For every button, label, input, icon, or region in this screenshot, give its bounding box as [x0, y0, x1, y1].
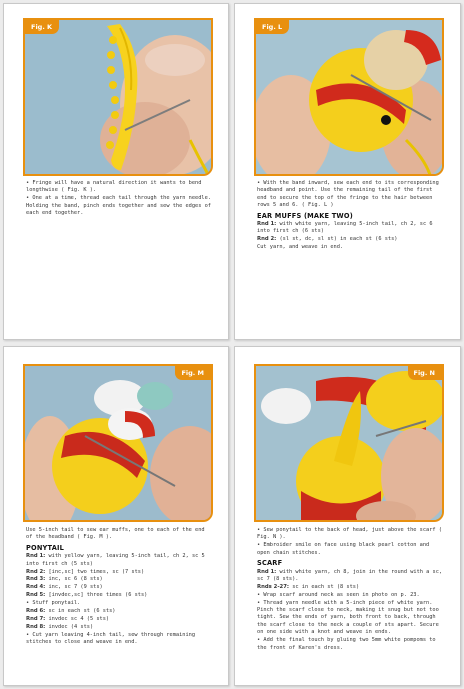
round-text: invdec sc 4 (5 sts)	[45, 615, 110, 622]
round-row	[26, 584, 212, 591]
fig-n-outro-2: • Thread yarn needle with a 5-inch piece of white yarn. Pinch the scarf close to neck, making it snug but not too tight. Sew the ends of yarn, both front to back, through the scarf close to the neck a couple of sts apart. Secure on one side with a knot and weave in ends.	[257, 599, 439, 636]
round-row	[26, 553, 212, 568]
round-text: with yellow yarn, leaving 5-inch tail, ch 2, sc 5 into first ch (5 sts)	[26, 553, 205, 567]
fig-l-outro: Cut yarn, and weave in end.	[257, 244, 344, 251]
round-label: Rnd 6:	[26, 608, 46, 615]
round-label: Rnd 1:	[257, 221, 277, 228]
fig-n-photo	[254, 364, 444, 522]
round-row	[257, 236, 443, 243]
round-label: Rnd 3:	[26, 576, 46, 583]
round-row	[26, 592, 212, 599]
fig-k-line-2: • One at a time, thread each tail through the yarn needle. Holding the band, pinch ends together and sew the edges of each end together.	[26, 195, 211, 217]
round-label: Rnd 2:	[257, 236, 277, 243]
fig-l-illustration	[256, 20, 444, 176]
fig-n-outro-3: • Add the final touch by gluing two 5mm white pompoms to the front of Karen's dress.	[257, 637, 436, 651]
fig-l-label: Fig. L	[256, 20, 289, 34]
round-row	[26, 600, 212, 607]
fig-m-intro: Use 5-inch tail to sew ear muffs, one to each of the end of the headband ( Fig. M ).	[26, 527, 205, 541]
fig-n-illustration	[256, 366, 444, 522]
fig-k-illustration	[25, 20, 213, 176]
fig-m-label: Fig. M	[175, 366, 211, 380]
fig-l-intro: • With the band inward, sew each end to its corresponding headband and point. Use the remaining tail of the first end to secure the top of the fringe to the hair between rows 5 and 6. ( Fig. L )	[257, 180, 439, 209]
round-label: Rnd 1:	[257, 568, 277, 575]
fig-m-illustration	[25, 366, 213, 522]
round-text: with white yarn, leaving 5-inch tail, ch 2, sc 6 into first ch (6 sts)	[257, 221, 433, 235]
pattern-page-fig-n	[234, 346, 461, 686]
round-row	[257, 584, 443, 591]
round-text: (sl st, dc, sl st) in each st (6 sts)	[276, 236, 398, 243]
round-label: Rnd 5:	[26, 592, 46, 599]
fig-k-line-1: • Fringe will have a natural direction it wants to bend longthwise ( Fig. K ).	[26, 180, 202, 194]
round-text: with white yarn, ch 8, join in the round with a sc, sc 7 (8 sts).	[257, 568, 443, 582]
ear-muffs-heading: EAR MUFFS (MAKE TWO)	[257, 211, 353, 220]
fig-k-instructions	[26, 180, 212, 218]
round-text: sc in each st (8 sts)	[289, 583, 360, 590]
round-row	[257, 569, 443, 584]
round-row	[26, 616, 212, 623]
round-text: invdec (4 sts)	[45, 623, 94, 630]
fig-k-label: Fig. K	[25, 20, 59, 34]
round-row	[26, 569, 212, 576]
round-text: sc in each st (6 sts)	[45, 608, 116, 615]
fig-n-instructions	[257, 527, 443, 653]
fig-n-label: Fig. N	[408, 366, 443, 380]
ponytail-heading: PONYTAIL	[26, 543, 65, 552]
round-label: Rnds 2-27:	[257, 583, 290, 590]
round-text: inc, sc 7 (9 sts)	[45, 584, 103, 591]
round-text: [invdec,sc] three times (6 sts)	[45, 592, 148, 599]
pattern-page-fig-l	[234, 3, 461, 340]
round-text: inc, sc 6 (8 sts)	[45, 576, 103, 583]
fig-l-photo	[254, 18, 444, 176]
fig-m-photo	[23, 364, 213, 522]
round-row	[257, 221, 443, 236]
round-label: Rnd 7:	[26, 615, 46, 622]
fig-n-outro-1: • Wrap scarf around neck as seen in photo on p. 23.	[257, 591, 420, 598]
round-row	[26, 624, 212, 631]
round-label: Rnd 2:	[26, 568, 46, 575]
fig-m-outro: • Cut yarn leaving 4-inch tail, sew through remaining stitches to close and weave in end.	[26, 631, 196, 646]
scarf-heading: SCARF	[257, 559, 283, 568]
fig-m-instructions	[26, 527, 212, 647]
fig-n-intro-1: • Sew ponytail to the back of head, just above the scarf ( Fig. N ).	[257, 527, 442, 541]
round-text: [inc,sc] two times, sc (7 sts)	[45, 568, 145, 575]
fig-l-instructions	[257, 180, 443, 252]
round-label: • Stuff ponytail.	[26, 600, 81, 607]
round-label: Rnd 1:	[26, 553, 46, 560]
pattern-page-fig-m	[3, 346, 229, 686]
fig-k-photo	[23, 18, 213, 176]
round-label: Rnd 8:	[26, 623, 46, 630]
fig-n-intro-2: • Embroider smile on face using black pearl cotton and open chain stitches.	[257, 542, 430, 556]
round-row	[26, 608, 212, 615]
round-label: Rnd 4:	[26, 584, 46, 591]
pattern-page-fig-k	[3, 3, 229, 340]
round-row	[26, 576, 212, 583]
